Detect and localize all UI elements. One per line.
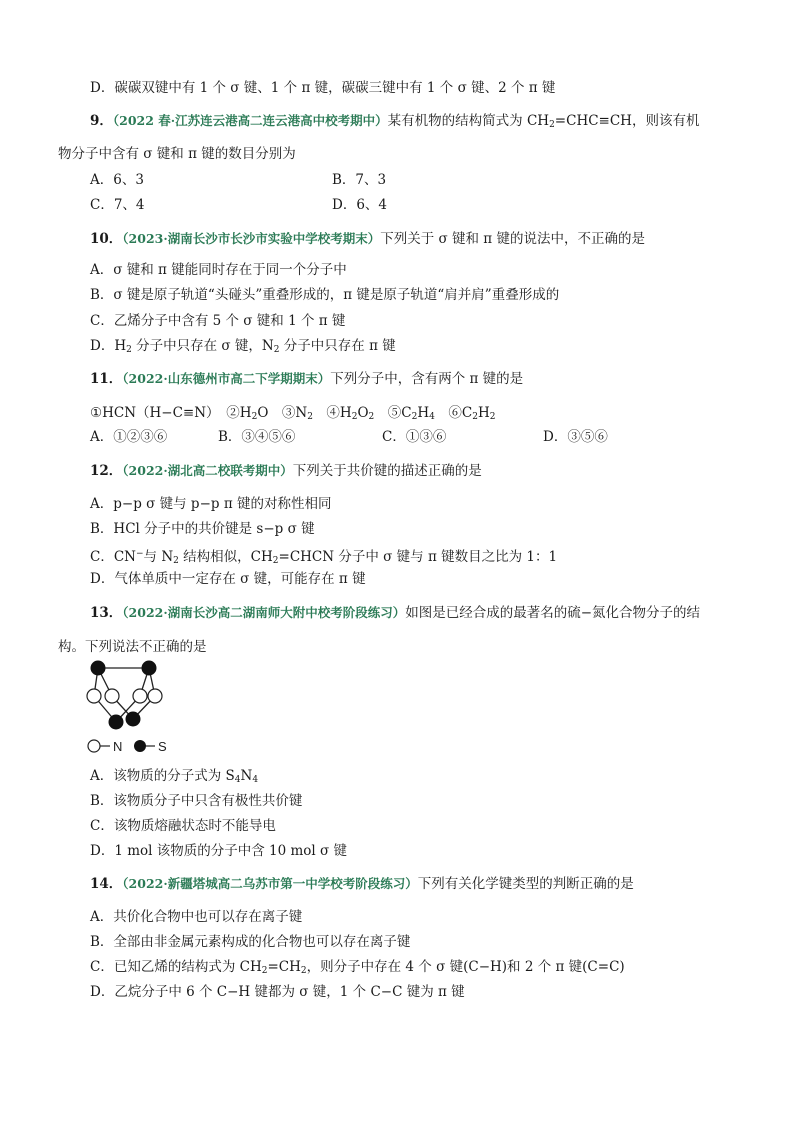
q9-option-a: A．6、3 xyxy=(90,172,144,188)
q9-option-b: B．7、3 xyxy=(332,172,387,188)
q13-option-c: C．该物质熔融状态时不能导电 xyxy=(90,818,276,834)
q11-option-a: A．①②③⑥ xyxy=(90,429,168,445)
q14-option-b: B．全部由非金属元素构成的化合物也可以存在离子键 xyxy=(90,934,411,950)
q10-option-c: C．乙烯分子中含有 5 个 σ 键和 1 个 π 键 xyxy=(90,313,346,329)
q13-stem-line1: 13．（2022·湖南长沙高二湖南师大附中校考阶段练习）如图是已经合成的最著名的硫−氮化合物分子的结 xyxy=(90,605,701,621)
sulfur-atom xyxy=(109,715,123,729)
legend-sulfur-icon xyxy=(134,740,146,752)
q13-option-a: A．该物质的分子式为 $S_4N_4$ xyxy=(90,768,259,785)
legend-nitrogen-label: N xyxy=(113,739,123,754)
q14-option-a: A．共价化合物中也可以存在离子键 xyxy=(90,909,303,925)
q12-option-a: A．p−p σ 键与 p−p π 键的对称性相同 xyxy=(90,496,332,512)
q13-option-b: B．该物质分子中只含有极性共价键 xyxy=(90,793,303,809)
nitrogen-atom xyxy=(87,689,101,703)
q9-stem-line1: 9．（2022 春·江苏连云港高二连云港高中校考期中）某有机物的结构简式为 $CH_2=CHC\equiv CH$，则该有机 xyxy=(90,113,700,130)
q9-option-c: C．7、4 xyxy=(90,197,145,213)
sulfur-atom xyxy=(142,661,156,675)
q14-option-d: D．乙烷分子中 6 个 C−H 键都为 σ 键，1 个 C−C 键为 π 键 xyxy=(90,984,465,1000)
q12-option-d: D．气体单质中一定存在 σ 键，可能存在 π 键 xyxy=(90,571,366,587)
nitrogen-atom xyxy=(133,689,147,703)
q14-option-c: C．已知乙烯的结构式为 $CH_2=CH_2$，则分子中存在 4 个 σ 键(C−H)和 2 个 π 键(C=C) xyxy=(90,959,625,976)
q13-option-d: D．1 mol 该物质的分子中含 10 mol σ 键 xyxy=(90,843,348,859)
q9-option-d: D．6、4 xyxy=(332,197,388,213)
question-source: （2023·湖南长沙市长沙市实验中学校考期末） xyxy=(122,231,381,246)
sulfur-atom xyxy=(91,661,105,675)
q10-option-b: B．σ 键是原子轨道“头碰头”重叠形成的，π 键是原子轨道“肩并肩”重叠形成的 xyxy=(90,287,560,303)
sulfur-atom xyxy=(126,712,140,726)
question-source: （2022·新疆塔城高二乌苏市第一中学校考阶段练习） xyxy=(122,876,418,891)
q10-option-a: A．σ 键和 π 键能同时存在于同一个分子中 xyxy=(90,262,347,278)
q8-option-d: D．碳碳双键中有 1 个 σ 键、1 个 π 键，碳碳三键中有 1 个 σ 键、2 个 π 键 xyxy=(90,80,556,96)
q12-option-b: B．HCl 分子中的共价键是 s−p σ 键 xyxy=(90,521,315,537)
nitrogen-atom xyxy=(148,689,162,703)
q12-option-c: C．CN−与 $N_2$ 结构相似，$CH_2=CHCN$ 分子中 σ 键与 π 键数目之比为 1：1 xyxy=(90,549,558,566)
q14-stem: 14．（2022·新疆塔城高二乌苏市第一中学校考阶段练习）下列有关化学键类型的判断正确的是 xyxy=(90,876,634,892)
q11-molecule-list: ①HCN（H−C≡N） $②H_2O$ $③N_2$ $④H_2O_2$ $⑤C_2H_4$ $⑥C_2H_2$ xyxy=(90,405,496,422)
q9-stem-line2: 物分子中含有 σ 键和 π 键的数目分别为 xyxy=(58,146,296,162)
q10-option-d: D．$H_2$ 分子中只存在 σ 键，$N_2$ 分子中只存在 π 键 xyxy=(90,338,396,355)
q12-stem: 12．（2022·湖北高二校联考期中）下列关于共价键的描述正确的是 xyxy=(90,463,482,479)
question-source: （2022·山东德州市高二下学期期末） xyxy=(122,371,331,386)
q11-stem: 11．（2022·山东德州市高二下学期期末）下列分子中，含有两个 π 键的是 xyxy=(90,371,524,387)
q13-stem-line2: 构。下列说法不正确的是 xyxy=(58,639,207,655)
q11-option-b: B．③④⑤⑥ xyxy=(218,429,296,445)
question-source: （2022·湖北高二校联考期中） xyxy=(122,463,293,478)
q11-option-c: C．①③⑥ xyxy=(382,429,447,445)
s4n4-molecule-diagram xyxy=(82,656,192,756)
nitrogen-atom xyxy=(105,689,119,703)
question-number: 9． xyxy=(90,113,113,129)
legend-sulfur-label: S xyxy=(158,739,167,754)
q10-stem: 10．（2023·湖南长沙市长沙市实验中学校考期末）下列关于 σ 键和 π 键的说法中，不正确的是 xyxy=(90,231,645,247)
question-source: （2022 春·江苏连云港高二连云港高中校考期中） xyxy=(112,113,388,128)
q11-option-d: D．③⑤⑥ xyxy=(543,429,608,445)
legend-nitrogen-icon xyxy=(88,740,100,752)
question-source: （2022·湖南长沙高二湖南师大附中校考阶段练习） xyxy=(122,605,406,620)
